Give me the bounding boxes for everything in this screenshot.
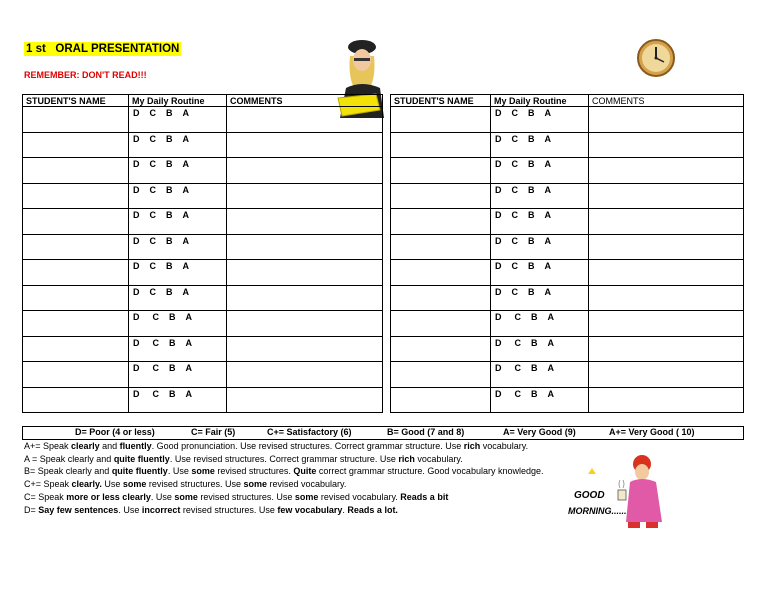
legend-item: D= Poor (4 or less) [75, 427, 155, 437]
grade-option-a[interactable]: A [185, 363, 192, 373]
table-row [23, 260, 383, 286]
grade-option-c[interactable]: C [149, 159, 156, 169]
emphasis-text: few vocabulary [277, 504, 343, 515]
grade-option-b[interactable]: B [166, 210, 173, 220]
student-name-cell[interactable] [391, 285, 491, 311]
grade-option-b[interactable]: B [531, 363, 538, 373]
table-row [23, 234, 383, 260]
grade-option-c[interactable]: C [149, 108, 156, 118]
emphasis-text: rich [398, 453, 415, 464]
grade-option-a[interactable]: A [182, 133, 189, 144]
grade-option-b[interactable]: B [166, 184, 173, 195]
comments-cell[interactable] [227, 362, 383, 388]
student-name-cell[interactable] [23, 158, 129, 184]
description-text: vocabulary. [480, 441, 529, 451]
grade-description-line [24, 479, 346, 489]
grade-description-line [24, 492, 448, 502]
page-title: 1 st ORAL PRESENTATION [26, 43, 180, 55]
grade-option-d[interactable]: D [495, 235, 502, 246]
grade-option-b[interactable]: B [528, 261, 535, 271]
grade-option-b[interactable]: B [528, 108, 535, 118]
grade-options-cell[interactable] [129, 183, 227, 209]
comments-cell[interactable] [227, 234, 383, 260]
grade-option-c[interactable]: C [514, 312, 521, 322]
grade-options-cell[interactable] [491, 209, 589, 235]
grade-option-b[interactable]: B [528, 133, 535, 144]
left-grading-table [22, 94, 383, 413]
grade-option-d[interactable]: D [495, 312, 502, 322]
grade-options-cell[interactable] [129, 209, 227, 235]
grade-option-d[interactable]: D [133, 388, 140, 399]
grade-option-d[interactable]: D [133, 235, 140, 246]
grade-option-b[interactable]: B [169, 363, 176, 373]
comments-cell[interactable] [589, 107, 744, 133]
grade-options-cell[interactable] [491, 132, 589, 158]
grade-option-d[interactable]: D [133, 337, 140, 348]
grade-option-d[interactable]: D [495, 133, 502, 144]
comments-cell[interactable] [227, 260, 383, 286]
table-row [391, 158, 744, 184]
student-name-cell[interactable] [391, 158, 491, 184]
comments-cell[interactable] [227, 107, 383, 133]
grade-option-c[interactable]: C [149, 286, 156, 297]
grade-options-cell[interactable] [129, 387, 227, 413]
emphasis-text: clearly. [71, 479, 102, 490]
description-text: . Use [167, 466, 192, 477]
grade-option-c[interactable]: C [511, 210, 518, 220]
right-grading-table [390, 94, 744, 413]
grade-option-d[interactable]: D [133, 261, 140, 271]
comments-cell[interactable] [227, 132, 383, 158]
grade-option-b[interactable]: B [166, 235, 173, 246]
grade-option-a[interactable]: A [544, 184, 551, 195]
comments-cell[interactable] [589, 183, 744, 209]
emphasis-text: quite fluently [111, 466, 168, 477]
student-name-cell[interactable] [23, 285, 129, 311]
description-text: C= Speak [24, 491, 67, 502]
table-row [23, 132, 383, 158]
grade-description-line [24, 441, 528, 451]
emphasis-text: some [243, 479, 267, 490]
grade-option-a[interactable]: A [547, 312, 554, 322]
grade-option-a[interactable]: A [547, 388, 554, 399]
student-name-cell[interactable] [23, 107, 129, 133]
grade-option-a[interactable]: A [182, 184, 189, 195]
grade-option-b[interactable]: B [531, 337, 538, 348]
grade-option-c[interactable]: C [152, 363, 159, 373]
grade-option-b[interactable]: B [166, 286, 173, 297]
student-name-cell[interactable] [391, 132, 491, 158]
grade-option-b[interactable]: B [166, 133, 173, 144]
grade-options-cell[interactable] [491, 362, 589, 388]
table-row [23, 336, 383, 362]
grade-option-d[interactable]: D [133, 210, 140, 220]
grade-option-a[interactable]: A [544, 235, 551, 246]
comments-cell[interactable] [227, 158, 383, 184]
remember-note: REMEMBER: DON'T READ!!! [24, 70, 147, 80]
grade-options-cell[interactable] [491, 387, 589, 413]
grade-option-d[interactable]: D [133, 133, 140, 144]
greeting-good: GOOD [574, 490, 605, 501]
grade-option-a[interactable]: A [185, 337, 192, 348]
comments-cell[interactable] [589, 132, 744, 158]
grade-description-line [24, 454, 463, 464]
grade-option-c[interactable]: C [511, 184, 518, 195]
description-text: D= [24, 504, 39, 515]
description-text: revised structures. Use [197, 491, 295, 502]
grade-option-a[interactable]: A [544, 286, 551, 297]
grade-options-cell[interactable] [491, 107, 589, 133]
grade-option-a[interactable]: A [544, 133, 551, 144]
comments-cell[interactable] [589, 158, 744, 184]
grade-option-a[interactable]: A [182, 261, 189, 271]
comments-cell[interactable] [589, 387, 744, 413]
grade-options-cell[interactable] [491, 336, 589, 362]
legend-item: A+= Very Good ( 10) [609, 427, 695, 437]
comments-cell[interactable] [227, 311, 383, 337]
grade-option-c[interactable]: C [149, 210, 156, 220]
comments-cell[interactable] [589, 260, 744, 286]
grade-option-c[interactable]: C [152, 312, 159, 322]
comments-cell[interactable] [589, 234, 744, 260]
grade-option-b[interactable]: B [528, 210, 535, 220]
description-text: . Use revised structures. Correct grammar structure. Use [169, 453, 399, 464]
emphasis-text: quite fluently [113, 453, 170, 464]
grade-option-c[interactable]: C [152, 337, 159, 348]
student-name-cell[interactable] [391, 387, 491, 413]
legend-item: A= Very Good (9) [503, 427, 576, 437]
description-text: Use [101, 479, 123, 490]
student-name-cell[interactable] [391, 311, 491, 337]
table-row [391, 387, 744, 413]
table-row [391, 209, 744, 235]
emphasis-text: rich [463, 441, 481, 451]
grade-options-cell[interactable] [129, 311, 227, 337]
emphasis-text: some [191, 466, 215, 477]
description-text: . [342, 504, 348, 515]
student-name-header: STUDENT'S NAME [23, 95, 129, 107]
table-row [23, 107, 383, 133]
grade-option-a[interactable]: A [185, 388, 192, 399]
legend-item: C+= Satisfactory (6) [267, 427, 352, 437]
comments-cell[interactable] [227, 336, 383, 362]
table-row [23, 387, 383, 413]
table-row [391, 234, 744, 260]
emphasis-text: clearly [71, 441, 100, 451]
table-row [23, 362, 383, 388]
grade-option-a[interactable]: A [544, 159, 551, 169]
grade-legend [22, 426, 744, 440]
grade-options-cell[interactable] [129, 285, 227, 311]
grade-option-d[interactable]: D [495, 337, 502, 348]
grade-options-cell[interactable] [129, 158, 227, 184]
grade-option-d[interactable]: D [495, 159, 502, 169]
student-name-cell[interactable] [391, 107, 491, 133]
grade-option-b[interactable]: B [528, 286, 535, 297]
grade-option-b[interactable]: B [166, 159, 173, 169]
student-name-header: STUDENT'S NAME [391, 95, 491, 107]
grade-option-d[interactable]: D [133, 184, 140, 195]
grade-option-d[interactable]: D [495, 261, 502, 271]
grade-option-a[interactable]: A [182, 286, 189, 297]
comments-cell[interactable] [589, 336, 744, 362]
table-row [391, 107, 744, 133]
grade-option-c[interactable]: C [514, 337, 521, 348]
emphasis-text: more or less clearly [66, 491, 151, 502]
description-text: revised structures. [214, 466, 294, 477]
grade-option-d[interactable]: D [495, 286, 502, 297]
grade-options-cell[interactable] [491, 183, 589, 209]
grade-option-c[interactable]: C [511, 133, 518, 144]
description-text: and [99, 441, 120, 451]
grade-option-b[interactable]: B [169, 312, 176, 322]
grade-option-c[interactable]: C [514, 388, 521, 399]
clock-picture [636, 38, 676, 78]
grade-description-line [24, 466, 544, 476]
grade-option-d[interactable]: D [495, 108, 502, 118]
grade-option-c[interactable]: C [149, 184, 156, 195]
grade-option-a[interactable]: A [544, 261, 551, 271]
grade-options-cell[interactable] [129, 362, 227, 388]
student-name-cell[interactable] [391, 260, 491, 286]
student-name-cell[interactable] [23, 183, 129, 209]
description-text: revised vocabulary. [266, 479, 347, 490]
description-text: A+= Speak [24, 441, 72, 451]
table-header-row [391, 95, 744, 107]
table-row [391, 260, 744, 286]
student-name-cell[interactable] [391, 336, 491, 362]
student-name-cell[interactable] [391, 362, 491, 388]
table-row [23, 183, 383, 209]
grade-option-c[interactable]: C [511, 261, 518, 271]
grade-option-c[interactable]: C [511, 286, 518, 297]
grade-option-a[interactable]: A [547, 363, 554, 373]
grade-option-b[interactable]: B [169, 337, 176, 348]
routine-header: My Daily Routine [491, 95, 589, 107]
grade-option-d[interactable]: D [495, 388, 502, 399]
comments-cell[interactable] [227, 183, 383, 209]
grade-description-line [24, 505, 398, 515]
table-row [391, 336, 744, 362]
emphasis-text: Quite [293, 466, 317, 477]
emphasis-text: incorrect [141, 504, 181, 515]
table-row [23, 285, 383, 311]
student-name-cell[interactable] [391, 209, 491, 235]
grade-option-c[interactable]: C [149, 133, 156, 144]
table-row [391, 285, 744, 311]
grade-options-cell[interactable] [129, 260, 227, 286]
table-row [391, 132, 744, 158]
grade-options-cell[interactable] [491, 260, 589, 286]
student-name-cell[interactable] [23, 336, 129, 362]
legend-item: C= Fair (5) [191, 427, 236, 437]
student-name-cell[interactable] [23, 234, 129, 260]
description-text: . Use [150, 491, 175, 502]
comments-cell[interactable] [227, 285, 383, 311]
grade-options-cell[interactable] [129, 132, 227, 158]
emphasis-text: Reads a lot. [347, 504, 398, 515]
table-row [23, 158, 383, 184]
grade-option-b[interactable]: B [166, 261, 173, 271]
description-text: revised structures. Use [146, 479, 244, 490]
comments-header: COMMENTS [227, 95, 383, 107]
emphasis-text: Reads a bit [400, 491, 449, 502]
grade-option-a[interactable]: A [185, 312, 192, 322]
description-text: B= Speak clearly and [24, 466, 112, 477]
description-text: correct grammar structure. Good vocabulary knowledge. [316, 466, 544, 477]
comments-cell[interactable] [227, 387, 383, 413]
grade-option-d[interactable]: D [133, 312, 140, 322]
grade-option-a[interactable]: A [182, 159, 189, 169]
grade-option-c[interactable]: C [511, 108, 518, 118]
table-row [23, 311, 383, 337]
grade-options-cell[interactable] [129, 336, 227, 362]
grade-options-cell[interactable] [491, 311, 589, 337]
grade-options-cell[interactable] [491, 158, 589, 184]
emphasis-text: some [122, 479, 147, 490]
good-morning-cartoon [566, 452, 676, 532]
table-row [391, 311, 744, 337]
grade-option-d[interactable]: D [133, 108, 140, 118]
table-header-row [23, 95, 383, 107]
grade-option-b[interactable]: B [528, 235, 535, 246]
comments-cell[interactable] [589, 311, 744, 337]
table-row [391, 183, 744, 209]
greeting-morning: MORNING...... [568, 506, 627, 516]
grade-option-b[interactable]: B [528, 159, 535, 169]
grade-option-c[interactable]: C [511, 159, 518, 169]
comments-cell[interactable] [589, 285, 744, 311]
description-text: revised structures. Use [180, 504, 278, 515]
student-name-cell[interactable] [23, 260, 129, 286]
grade-options-cell[interactable] [491, 285, 589, 311]
grade-option-a[interactable]: A [182, 235, 189, 246]
student-name-cell[interactable] [23, 387, 129, 413]
emphasis-text: Say few sentences [38, 504, 119, 515]
student-name-cell[interactable] [391, 234, 491, 260]
grade-option-a[interactable]: A [182, 108, 189, 118]
student-name-cell[interactable] [23, 132, 129, 158]
grade-option-a[interactable]: A [544, 108, 551, 118]
grade-option-a[interactable]: A [547, 337, 554, 348]
grade-option-d[interactable]: D [495, 210, 502, 220]
grade-option-c[interactable]: C [149, 235, 156, 246]
grade-option-c[interactable]: C [514, 363, 521, 373]
comments-cell[interactable] [589, 209, 744, 235]
student-name-cell[interactable] [23, 311, 129, 337]
description-text: revised vocabulary. [318, 491, 401, 502]
student-name-cell[interactable] [23, 209, 129, 235]
table-row [391, 362, 744, 388]
grade-option-a[interactable]: A [182, 210, 189, 220]
emphasis-text: some [174, 491, 198, 502]
comments-cell[interactable] [589, 362, 744, 388]
grade-option-b[interactable]: B [166, 108, 173, 118]
grade-options-cell[interactable] [129, 234, 227, 260]
grade-option-b[interactable]: B [169, 388, 176, 399]
comments-header: COMMENTS [589, 95, 744, 107]
emphasis-text: fluently [119, 441, 152, 451]
description-text: C+= Speak [24, 479, 72, 490]
description-text: . Use [118, 504, 142, 515]
description-text: vocabulary. [414, 453, 463, 464]
description-text: . Good pronunciation. Use revised structures. Correct grammar structure. Use [151, 441, 464, 451]
table-row [23, 209, 383, 235]
student-name-cell[interactable] [23, 362, 129, 388]
student-name-cell[interactable] [391, 183, 491, 209]
grade-option-d[interactable]: D [133, 286, 140, 297]
emphasis-text: some [294, 491, 319, 502]
grade-options-cell[interactable] [491, 234, 589, 260]
grade-option-b[interactable]: B [531, 312, 538, 322]
legend-item: B= Good (7 and 8) [387, 427, 465, 437]
description-text: A = Speak clearly and [24, 453, 114, 464]
grade-option-d[interactable]: D [133, 363, 140, 373]
grade-options-cell[interactable] [129, 107, 227, 133]
grade-option-c[interactable]: C [152, 388, 159, 399]
grade-option-c[interactable]: C [149, 261, 156, 271]
grade-option-c[interactable]: C [511, 235, 518, 246]
grade-option-d[interactable]: D [495, 184, 502, 195]
routine-header: My Daily Routine [129, 95, 227, 107]
grade-option-b[interactable]: B [531, 388, 538, 399]
grade-option-b[interactable]: B [528, 184, 535, 195]
grade-option-a[interactable]: A [544, 210, 551, 220]
comments-cell[interactable] [227, 209, 383, 235]
grade-option-d[interactable]: D [495, 363, 502, 373]
grade-option-d[interactable]: D [133, 159, 140, 169]
